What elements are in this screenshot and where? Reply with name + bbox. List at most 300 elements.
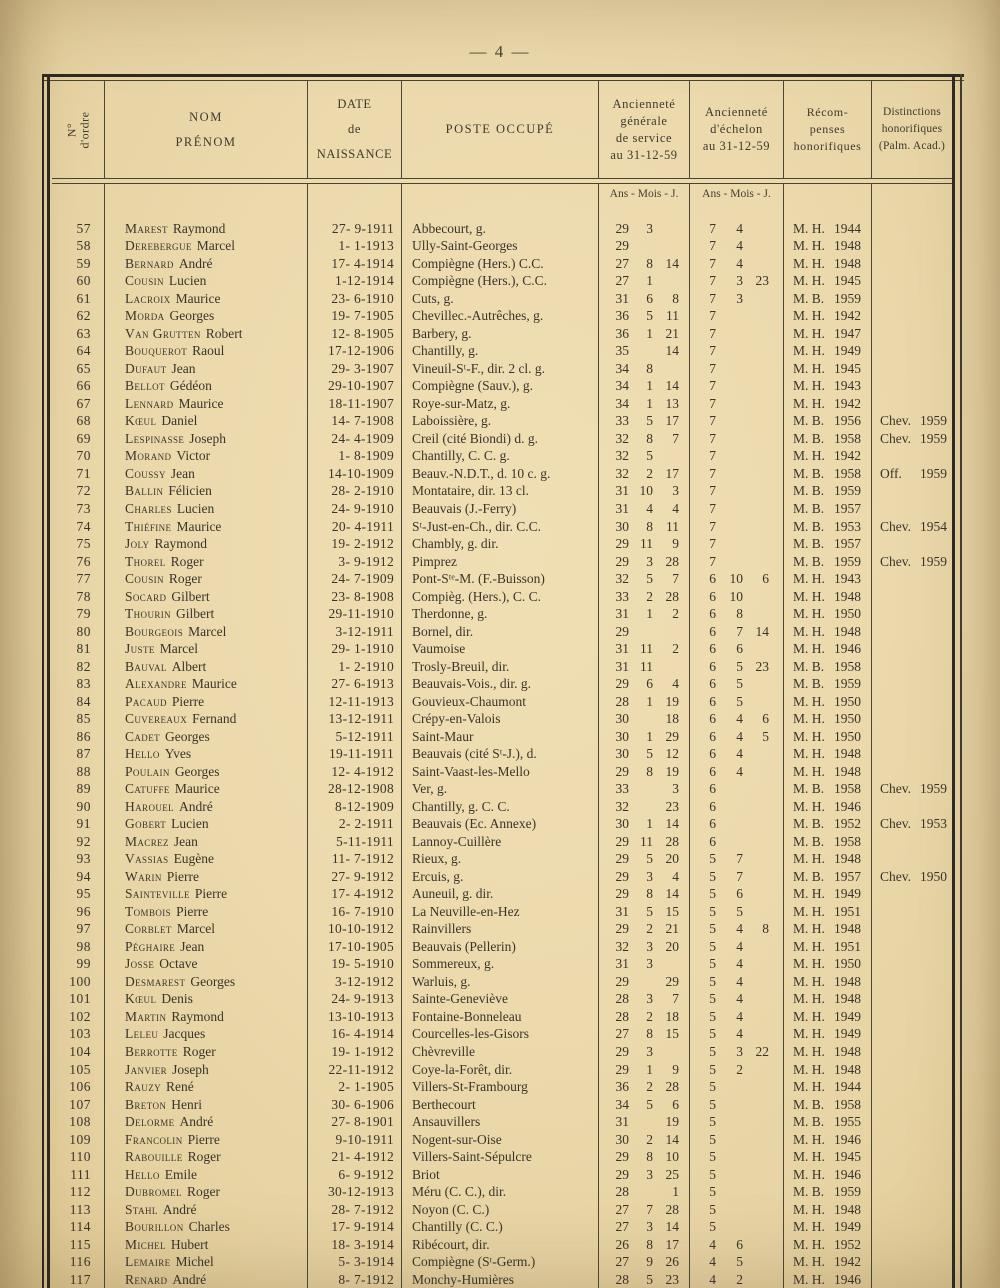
mois: 3 [646,868,653,884]
award-medal: M. H. [793,693,825,709]
ans: 31 [615,290,629,306]
award [784,1043,872,1061]
jours: 29 [665,973,679,989]
post: Villers-St-Frambourg [402,1078,599,1096]
award-year: 1942 [834,1254,861,1270]
given-name: Pierre [171,693,205,709]
surname: Thiéfine [125,518,172,534]
surname: Joly [125,536,150,552]
award-medal: M. H. [793,588,825,604]
name [105,868,308,886]
jours: 6 [762,571,769,587]
birth-date: 3- 9-1912 [308,553,402,571]
given-name: Jean [180,938,205,954]
award-medal: M. H. [793,921,825,937]
seniority-general [599,553,690,571]
birth-date: 1- 2-1910 [308,658,402,676]
award [784,465,872,483]
birth-date: 14- 7-1908 [308,413,402,431]
seniority-echelon [690,500,784,518]
mois: 8 [646,763,653,779]
ans: 32 [615,448,629,464]
distinction [872,238,952,256]
ans: 31 [615,956,629,972]
surname: Kœul [125,991,157,1007]
award [784,1236,872,1254]
seniority-echelon [690,413,784,431]
name [105,1043,308,1061]
mois: 4 [736,991,743,1007]
seniority-general [599,921,690,939]
jours: 11 [666,308,679,324]
given-name: Lucien [168,273,207,289]
jours: 2 [672,641,679,657]
jours: 5 [762,728,769,744]
award-year: 1950 [834,956,861,972]
ans: 33 [615,588,629,604]
surname: Berrotte [125,1043,178,1059]
award-medal: M. H. [793,325,825,341]
ans: 6 [709,676,716,692]
distinction-grade: Chev. [880,868,911,884]
ans: 31 [615,903,629,919]
award-year: 1952 [834,1236,861,1252]
mois: 8 [646,360,653,376]
ans: 33 [615,413,629,429]
award-medal: M. H. [793,448,825,464]
award [784,325,872,343]
name [105,588,308,606]
mois: 10 [639,483,653,499]
order-number: 78 [52,588,105,606]
name [105,1166,308,1184]
name [105,816,308,834]
distinction [872,553,952,571]
ans: 5 [709,851,716,867]
order-number: 66 [52,378,105,396]
table-row [52,343,952,361]
post: Ver, g. [402,781,599,799]
seniority-general [599,868,690,886]
order-number: 73 [52,500,105,518]
order-number: 83 [52,675,105,693]
name [105,956,308,974]
ans: 29 [615,238,629,254]
mois: 5 [646,308,653,324]
award-year: 1959 [834,676,861,692]
header-distinctions: Distinctions honorifiques (Palm. Acad.) [878,106,946,152]
ans: 7 [709,430,716,446]
header-seniority-general: Ancienneté générale de service au 31-12-59 [599,81,690,178]
ans: 5 [709,868,716,884]
mois: 8 [646,886,653,902]
seniority-general [599,605,690,623]
seniority-echelon [690,1236,784,1254]
given-name: André [179,798,213,814]
given-name: Michel [175,1254,214,1270]
birth-date: 24- 9-1913 [308,991,402,1009]
ans: 34 [615,395,629,411]
given-name: Fernand [192,711,237,727]
seniority-echelon [690,710,784,728]
order-number: 81 [52,640,105,658]
jours: 4 [672,676,679,692]
surname: Vassias [125,851,169,867]
seniority-echelon [690,833,784,851]
award-medal: M. H. [793,1043,825,1059]
name [105,1096,308,1114]
seniority-general [599,1061,690,1079]
distinction [872,623,952,641]
table-row [52,1061,952,1079]
award-year: 1951 [834,938,861,954]
seniority-echelon [690,1008,784,1026]
birth-date: 5-11-1911 [308,833,402,851]
ans: 30 [615,728,629,744]
award-year: 1950 [834,606,861,622]
table-row [52,483,952,501]
table-rows [52,220,952,1288]
seniority-echelon [690,343,784,361]
order-number: 77 [52,570,105,588]
seniority-echelon [690,1078,784,1096]
seniority-general [599,483,690,501]
table-row [52,1043,952,1061]
distinction [872,1026,952,1044]
distinction [872,833,952,851]
order-number: 115 [52,1236,105,1254]
seniority-echelon [690,535,784,553]
seniority-general [599,640,690,658]
order-number: 57 [52,220,105,238]
table-row [52,255,952,273]
distinction [872,535,952,553]
award-year: 1943 [834,571,861,587]
post: Méru (C. C.), dir. [402,1183,599,1201]
order-number: 112 [52,1183,105,1201]
table-row [52,1078,952,1096]
jours: 7 [672,430,679,446]
table-row [52,938,952,956]
award-medal: M. B. [793,816,825,832]
surname: Gobert [125,816,167,832]
jours: 28 [665,553,679,569]
post: Crépy-en-Valois [402,710,599,728]
name [105,851,308,869]
ans: 34 [615,360,629,376]
jours: 14 [665,816,679,832]
seniority-echelon [690,238,784,256]
distinction [872,500,952,518]
surname: Bauval [125,658,167,674]
seniority-echelon [690,483,784,501]
post: Saint-Maur [402,728,599,746]
name [105,605,308,623]
name [105,1008,308,1026]
mois: 4 [736,973,743,989]
ans: 6 [709,588,716,604]
distinction [872,1218,952,1236]
jours: 14 [665,378,679,394]
name [105,745,308,763]
name [105,1253,308,1271]
header-awards: Récom- penses honorifiques [784,81,872,178]
surname: Breton [125,1096,167,1112]
order-number: 58 [52,238,105,256]
mois: 10 [729,571,743,587]
seniority-echelon [690,395,784,413]
seniority-general [599,588,690,606]
distinction [872,851,952,869]
mois: 2 [736,1271,743,1287]
given-name: Eugène [173,851,215,867]
distinction [872,255,952,273]
surname: Bourillon [125,1219,184,1235]
jours: 22 [755,1043,769,1059]
order-number: 95 [52,886,105,904]
ans: 7 [709,343,716,359]
ans: 7 [709,448,716,464]
award-medal: M. H. [793,938,825,954]
award [784,1078,872,1096]
ans: 5 [709,1061,716,1077]
distinction [872,1096,952,1114]
given-name: Georges [165,728,210,744]
ans: 6 [709,711,716,727]
table-row [52,693,952,711]
given-name: Yves [164,746,192,762]
award-medal: M. H. [793,606,825,622]
mois: 5 [736,1254,743,1270]
seniority-general [599,1218,690,1236]
award [784,343,872,361]
ans: 5 [709,1026,716,1042]
order-number: 114 [52,1218,105,1236]
award-medal: M. H. [793,1201,825,1217]
mois: 1 [646,325,653,341]
jours: 19 [665,763,679,779]
seniority-general [599,886,690,904]
mois: 11 [640,641,653,657]
distinction [872,325,952,343]
post: Rainvillers [402,921,599,939]
table-row [52,448,952,466]
jours: 4 [672,868,679,884]
award-year: 1946 [834,1166,861,1182]
order-number: 97 [52,921,105,939]
surname: Macrez [125,833,169,849]
mois: 1 [646,395,653,411]
surname: Delorme [125,1114,175,1130]
table-row [52,518,952,536]
ans: 5 [709,886,716,902]
surname: Lacroix [125,290,171,306]
surname: Marest [125,220,168,236]
order-number: 109 [52,1131,105,1149]
award-medal: M. H. [793,308,825,324]
post: Chantilly, C. C. g. [402,448,599,466]
given-name: Marcel [188,623,227,639]
birth-date: 18- 3-1914 [308,1236,402,1254]
seniority-general [599,833,690,851]
jours: 19 [665,1114,679,1130]
seniority-echelon [690,518,784,536]
jours: 11 [666,518,679,534]
award-medal: M. H. [793,1131,825,1147]
distinction-grade: Chev. [880,816,911,832]
mois: 8 [646,255,653,271]
mois: 3 [646,553,653,569]
jours: 3 [672,483,679,499]
seniority-echelon [690,448,784,466]
birth-date: 1- 8-1909 [308,448,402,466]
table-row [52,728,952,746]
given-name: Jean [171,360,196,376]
mois: 5 [646,903,653,919]
award-medal: M. B. [793,658,825,674]
ans: 7 [709,325,716,341]
mois: 6 [736,1236,743,1252]
given-name: Pierre [176,903,209,919]
award [784,553,872,571]
given-name: Marcel [196,238,235,254]
post: Beauvais (Ec. Annexe) [402,816,599,834]
order-number: 103 [52,1026,105,1044]
surname: Cuvereaux [125,711,188,727]
distinction [872,273,952,291]
seniority-general [599,851,690,869]
award-medal: M. H. [793,571,825,587]
award-medal: M. B. [793,290,825,306]
given-name: Roger [187,1149,221,1165]
name [105,1236,308,1254]
award-medal: M. H. [793,798,825,814]
award-year: 1948 [834,763,861,779]
jours: 2 [672,606,679,622]
seniority-general [599,798,690,816]
table-row [52,1253,952,1271]
mois: 3 [646,956,653,972]
given-name: Raymond [172,220,226,236]
birth-date: 29- 1-1910 [308,640,402,658]
distinction [872,518,952,536]
award-year: 1948 [834,1201,861,1217]
name [105,921,308,939]
seniority-general [599,1183,690,1201]
ans: 7 [709,518,716,534]
post: Beauvais-Vois., dir. g. [402,675,599,693]
table-row [52,238,952,256]
jours: 19 [665,693,679,709]
table-row [52,886,952,904]
table-row [52,1166,952,1184]
mois: 4 [736,938,743,954]
ans: 35 [615,343,629,359]
ans: 36 [615,308,629,324]
order-number: 76 [52,553,105,571]
award-year: 1948 [834,1043,861,1059]
post: Pont-Sᵗᵉ-M. (F.-Buisson) [402,570,599,588]
surname: Cadet [125,728,160,744]
ans: 6 [709,641,716,657]
header-order-number [52,81,105,178]
seniority-echelon [690,588,784,606]
surname: Thorel [125,553,166,569]
seniority-general [599,308,690,326]
post: Chantilly, g. [402,343,599,361]
post: Chantilly (C. C.) [402,1218,599,1236]
award-medal: M. B. [793,833,825,849]
award [784,1113,872,1131]
surname: Stahl [125,1201,158,1217]
seniority-echelon [690,623,784,641]
right-rule-inner [952,74,955,1288]
distinction [872,220,952,238]
order-number: 79 [52,605,105,623]
award [784,1096,872,1114]
table-row [52,710,952,728]
ans: 34 [615,378,629,394]
post: Berthecourt [402,1096,599,1114]
seniority-echelon [690,325,784,343]
ans: 26 [615,1236,629,1252]
name [105,973,308,991]
order-number: 88 [52,763,105,781]
post: Ully-Saint-Georges [402,238,599,256]
post: Compiègne (Hers.) C.C. [402,255,599,273]
mois: 3 [646,938,653,954]
award-year: 1950 [834,711,861,727]
name [105,465,308,483]
page-number: — 4 — [469,42,531,61]
ans: 5 [709,973,716,989]
birth-date: 27- 6-1913 [308,675,402,693]
seniority-general [599,1271,690,1288]
birth-date: 19- 2-1912 [308,535,402,553]
post: Beauvais (cité Sᵗ-J.), d. [402,745,599,763]
given-name: Félicien [168,483,212,499]
distinction [872,1166,952,1184]
surname: Coussy [125,465,166,481]
mois: 7 [736,868,743,884]
name [105,1271,308,1288]
jours: 7 [672,991,679,1007]
ans: 29 [615,851,629,867]
award-year: 1944 [834,1079,861,1095]
given-name: Joseph [189,430,227,446]
award [784,605,872,623]
mois: 3 [646,1219,653,1235]
surname: Van Grutten [125,325,201,341]
birth-date: 14-10-1909 [308,465,402,483]
surname: Dubromel [125,1184,182,1200]
name [105,378,308,396]
birth-date: 13-12-1911 [308,710,402,728]
given-name: André [178,255,213,271]
table-row [52,851,952,869]
birth-date: 1- 1-1913 [308,238,402,256]
award [784,781,872,799]
mois: 6 [646,290,653,306]
seniority-general [599,238,690,256]
register-table [52,81,952,1288]
distinction-year: 1959 [920,430,947,446]
jours: 14 [665,255,679,271]
mois: 3 [646,991,653,1007]
birth-date: 30-12-1913 [308,1183,402,1201]
mois: 3 [736,1043,743,1059]
mois: 3 [646,220,653,236]
